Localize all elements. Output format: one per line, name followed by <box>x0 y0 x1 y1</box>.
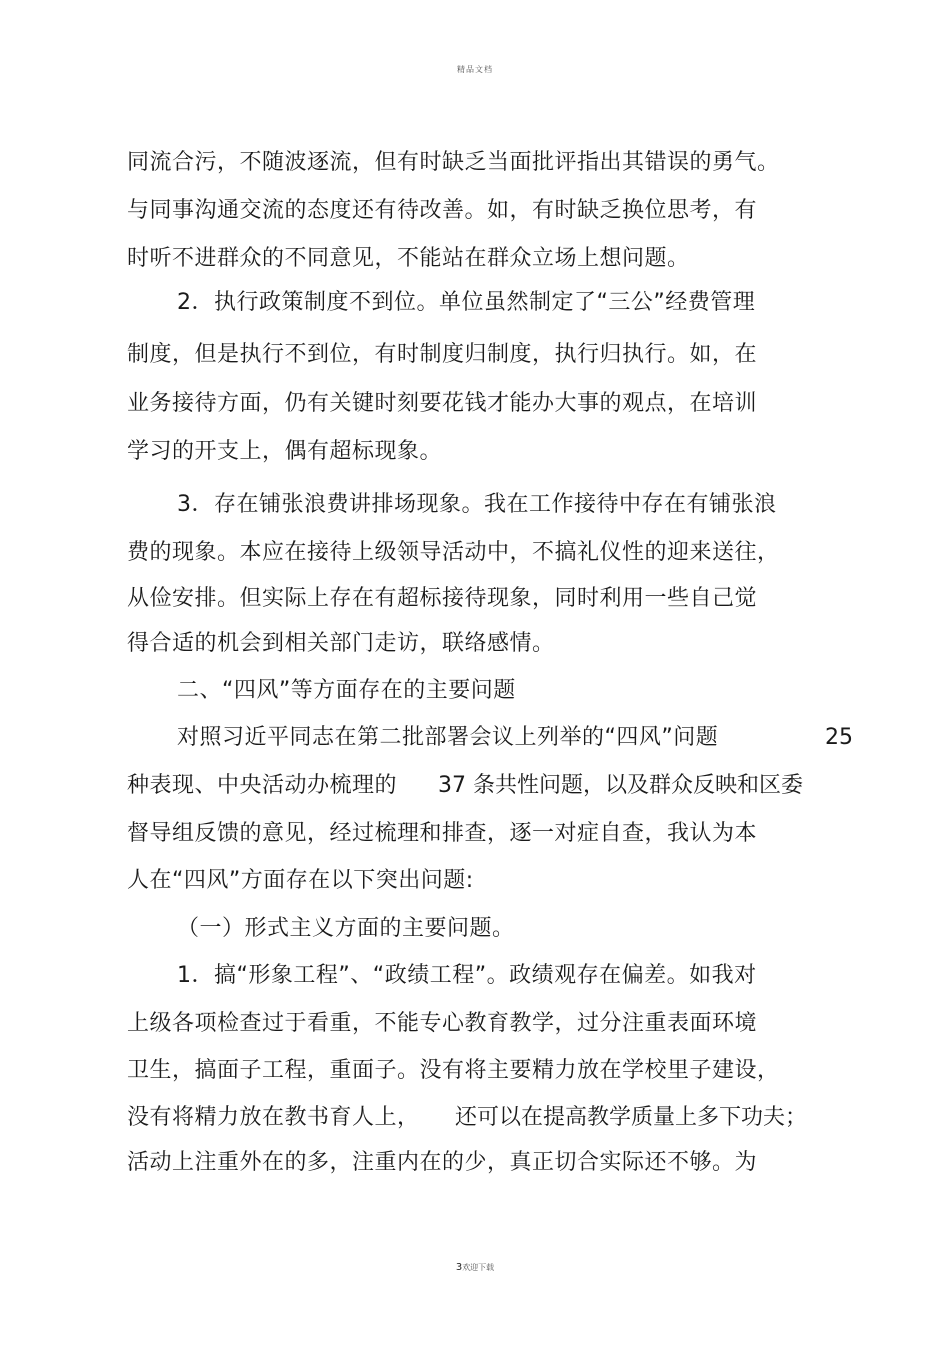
text-line: 业务接待方面，仍有关键时刻要花钱才能办大事的观点，在培训 <box>127 391 758 416</box>
subsection-heading: （一）形式主义方面的主要问题。 <box>177 916 515 941</box>
text-line: 种表现、中央活动办梳理的 <box>127 773 398 798</box>
text-line: 活动上注重外在的多，注重内在的少，真正切合实际还不够。为 <box>127 1150 758 1175</box>
text-line: 得合适的机会到相关部门走访，联络感情。 <box>127 631 555 656</box>
text-line: 上级各项检查过于看重，不能专心教育教学，过分注重表面环境 <box>127 1011 758 1036</box>
text-line: 督导组反馈的意见，经过梳理和排查，逐一对症自查，我认为本 <box>127 821 758 846</box>
page-number: 3 <box>455 1262 463 1273</box>
text-line: 1．搞“形象工程”、“政绩工程”。政绩观存在偏差。如我对 <box>177 963 757 988</box>
text-line: 3．存在铺张浪费讲排场现象。我在工作接待中存在有铺张浪 <box>177 492 777 517</box>
number-25: 25 <box>825 725 853 750</box>
text-line: 卫生，搞面子工程，重面子。没有将主要精力放在学校里子建设， <box>127 1058 780 1083</box>
text-line: 对照习近平同志在第二批部署会议上列举的“四风”问题 <box>177 725 719 750</box>
text-line: 人在“四风”方面存在以下突出问题: <box>127 868 474 893</box>
text-line: 没有将精力放在教书育人上， <box>127 1105 420 1130</box>
footer-note: 欢迎下载 <box>462 1263 495 1272</box>
text-line: 费的现象。本应在接待上级领导活动中，不搞礼仪性的迎来送往， <box>127 540 780 565</box>
text-line: 学习的开支上，偶有超标现象。 <box>127 439 443 464</box>
section-heading: 二、“四风”等方面存在的主要问题 <box>177 678 516 703</box>
text-line: 同流合污，不随波逐流，但有时缺乏当面批评指出其错误的勇气。 <box>127 150 780 175</box>
text-line: 2．执行政策制度不到位。单位虽然制定了“三公”经费管理 <box>177 290 756 315</box>
text-line-continuation: 还可以在提高教学质量上多下功夫； <box>455 1105 808 1130</box>
text-line-continuation: 37 条共性问题，以及群众反映和区委 <box>438 773 803 798</box>
text-line: 制度，但是执行不到位，有时制度归制度，执行归执行。如，在 <box>127 342 758 367</box>
page-footer <box>0 1262 950 1273</box>
header-watermark: 精品文档 <box>457 65 493 74</box>
text-line: 时听不进群众的不同意见，不能站在群众立场上想问题。 <box>127 246 690 271</box>
text-line: 从俭安排。但实际上存在有超标接待现象，同时利用一些自己觉 <box>127 586 758 611</box>
text-line: 与同事沟通交流的态度还有待改善。如，有时缺乏换位思考，有 <box>127 198 758 223</box>
